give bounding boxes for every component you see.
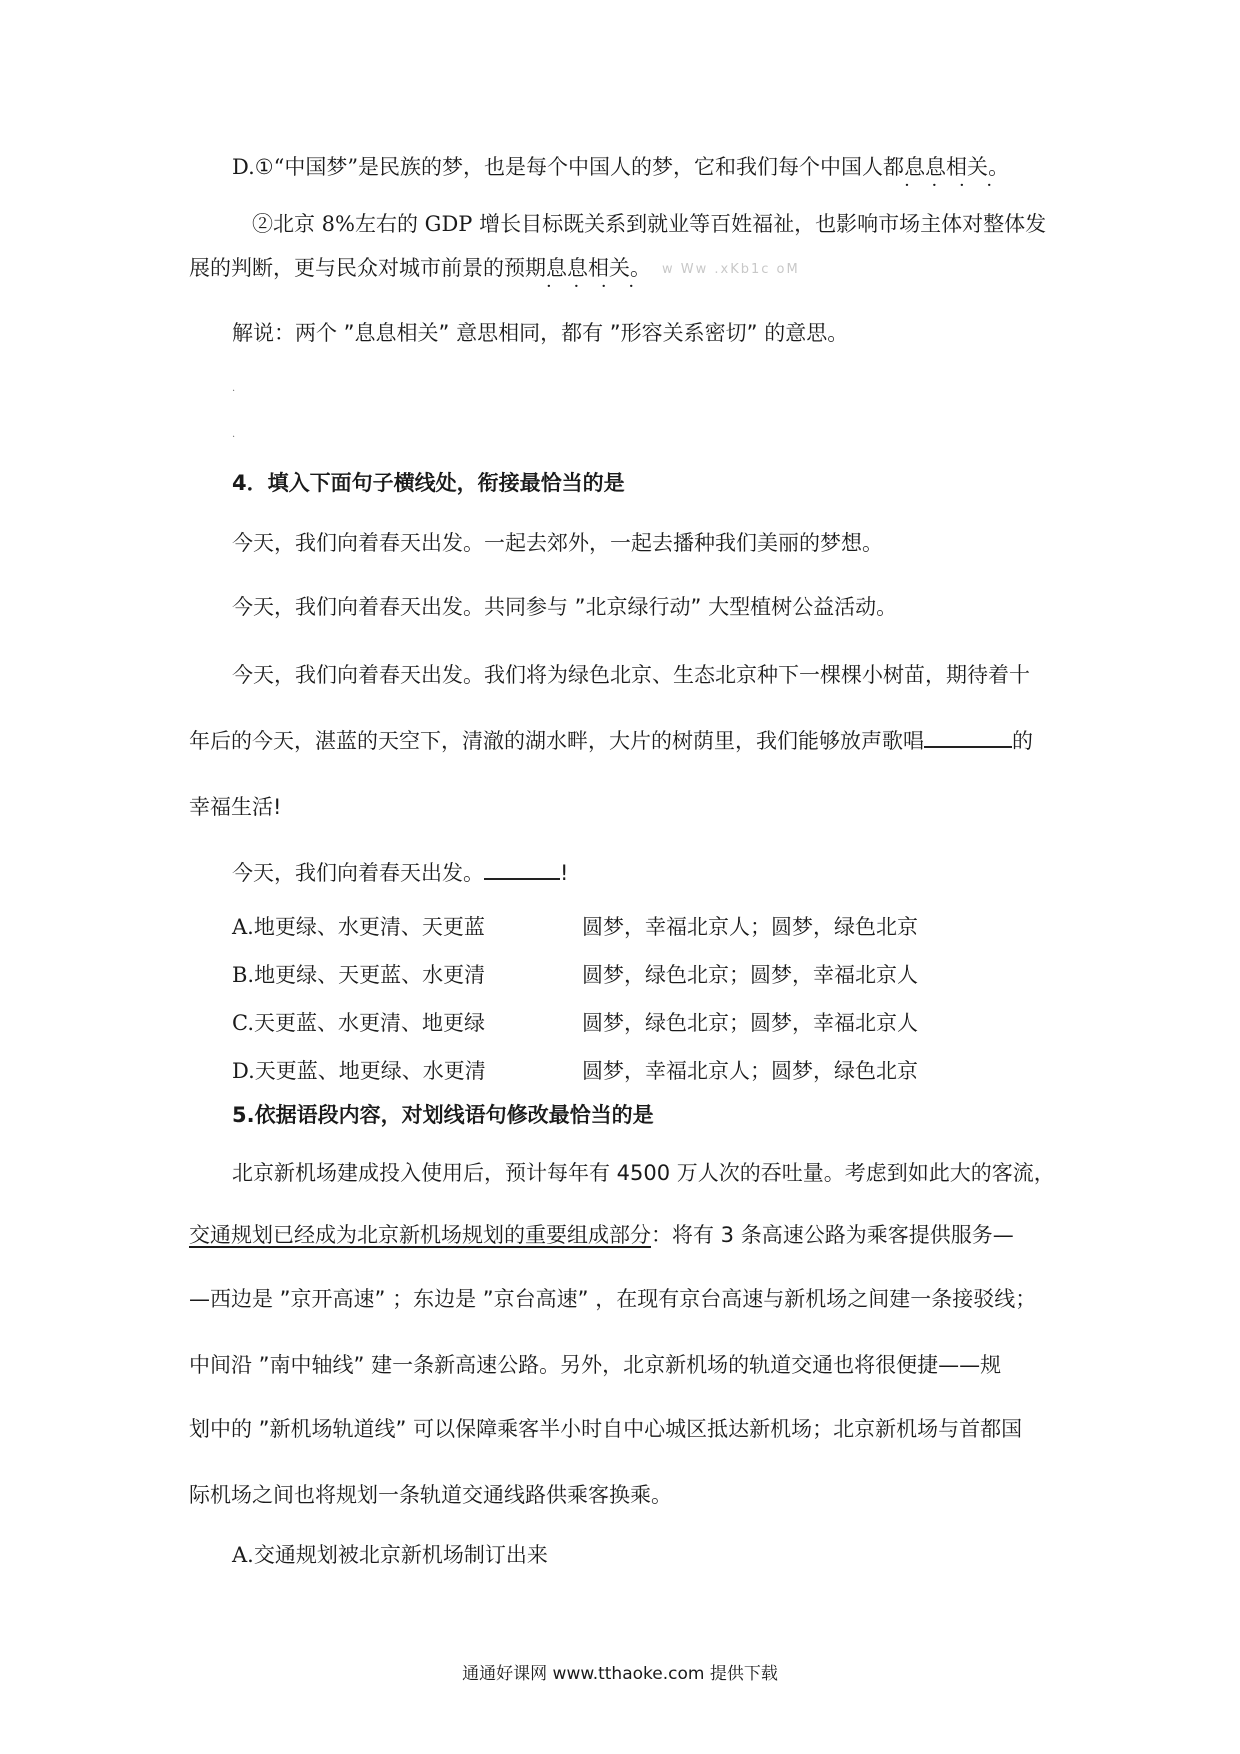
q4-option-c-answer: 圆梦，绿色北京；圆梦，幸福北京人: [582, 1011, 918, 1035]
emphasis-dotted-text: 息息相关 · · · ·: [904, 155, 988, 179]
q4-paragraph-1: 今天，我们向着春天出发。一起去郊外，一起去播种我们美丽的梦想。: [232, 531, 883, 555]
q3-option-d-line2: ②北京 8%左右的 GDP 增长目标既关系到就业等百姓福祉，也影响市场主体对整体发: [252, 212, 1047, 236]
q3-explanation: 解说：两个 ”息息相关” 意思相同，都有 ”形容关系密切” 的意思。: [232, 321, 849, 345]
q5-paragraph-line4: 中间沿 ”南中轴线” 建一条新高速公路。另外，北京新机场的轨道交通也将很便捷——规: [189, 1353, 1002, 1377]
q4-option-b[interactable]: B.地更绿、天更蓝、水更清: [232, 963, 486, 987]
q4-paragraph-3-line2-text: 年后的今天，湛蓝的天空下，清澈的湖水畔，大片的树荫里，我们能够放声歌唱: [189, 729, 924, 753]
q5-title: 5.依据语段内容，对划线语句修改最恰当的是: [232, 1103, 654, 1127]
q5-paragraph-line6: 际机场之间也将规划一条轨道交通线路供乘客换乘。: [189, 1483, 672, 1507]
q5-option-a[interactable]: A.交通规划被北京新机场制订出来: [232, 1543, 548, 1567]
punctuation: 。: [988, 155, 1010, 179]
q4-title: 4．填入下面句子横线处，衔接最恰当的是: [232, 471, 625, 495]
q5-paragraph-line2-rest: ：将有 3 条高速公路为乘客提供服务—: [651, 1223, 1014, 1247]
underlined-sentence: 交通规划已经成为北京新机场规划的重要组成部分: [189, 1223, 651, 1247]
q4-paragraph-4: [232, 858, 568, 888]
q4-option-d[interactable]: D.天更蓝、地更绿、水更清: [232, 1059, 486, 1083]
scan-speck: ·: [232, 432, 236, 443]
q4-paragraph-3-line2: [189, 726, 1033, 756]
q4-paragraph-3-line2-tail: 的: [1012, 729, 1033, 753]
q4-paragraph-4-tail: !: [560, 861, 569, 885]
fill-in-blank[interactable]: [484, 858, 560, 880]
q4-paragraph-3-line1: 今天，我们向着春天出发。我们将为绿色北京、生态北京种下一棵棵小树苗，期待着十: [232, 663, 1030, 687]
q4-option-c[interactable]: C.天更蓝、水更清、地更绿: [232, 1011, 485, 1035]
scan-speck: ·: [232, 386, 236, 397]
q4-option-b-answer: 圆梦，绿色北京；圆梦，幸福北京人: [582, 963, 918, 987]
q4-paragraph-3-line3: 幸福生活!: [189, 795, 282, 819]
q5-paragraph-line1: 北京新机场建成投入使用后，预计每年有 4500 万人次的吞吐量。考虑到如此大的客流，: [232, 1161, 1055, 1185]
page-footer: 通通好课网 www.tthaoke.com 提供下载: [462, 1664, 778, 1684]
q5-paragraph-line5: 划中的 ”新机场轨道线” 可以保障乘客半小时自中心城区抵达新机场；北京新机场与首都国: [189, 1417, 1023, 1441]
q5-paragraph-line3: —西边是 ”京开高速” ；东边是 ”京台高速” ，在现有京台高速与新机场之间建一条接驳线；: [189, 1287, 1037, 1311]
fill-in-blank[interactable]: [924, 726, 1012, 748]
watermark-text: w Ww .xKb1c oM: [662, 262, 800, 277]
q4-option-a[interactable]: A.地更绿、水更清、天更蓝: [232, 915, 485, 939]
q5-paragraph-line2: [189, 1220, 1014, 1250]
q3-option-d-line1-text: D.①“中国梦”是民族的梦，也是每个中国人的梦，它和我们每个中国人都: [232, 155, 905, 179]
q4-paragraph-4-text: 今天，我们向着春天出发。: [232, 861, 484, 885]
punctuation: 。: [630, 256, 651, 280]
q3-option-d-line3-text: 展的判断，更与民众对城市前景的预期: [189, 256, 546, 280]
q4-option-d-answer: 圆梦，幸福北京人；圆梦，绿色北京: [582, 1059, 918, 1083]
q3-option-d-line3: [189, 253, 651, 283]
emphasis-dotted-text: 息息相关 · · · ·: [546, 256, 630, 280]
q3-option-d-line1: [232, 152, 1009, 182]
q4-paragraph-2: 今天，我们向着春天出发。共同参与 ”北京绿行动” 大型植树公益活动。: [232, 595, 898, 619]
q4-option-a-answer: 圆梦，幸福北京人；圆梦，绿色北京: [582, 915, 918, 939]
